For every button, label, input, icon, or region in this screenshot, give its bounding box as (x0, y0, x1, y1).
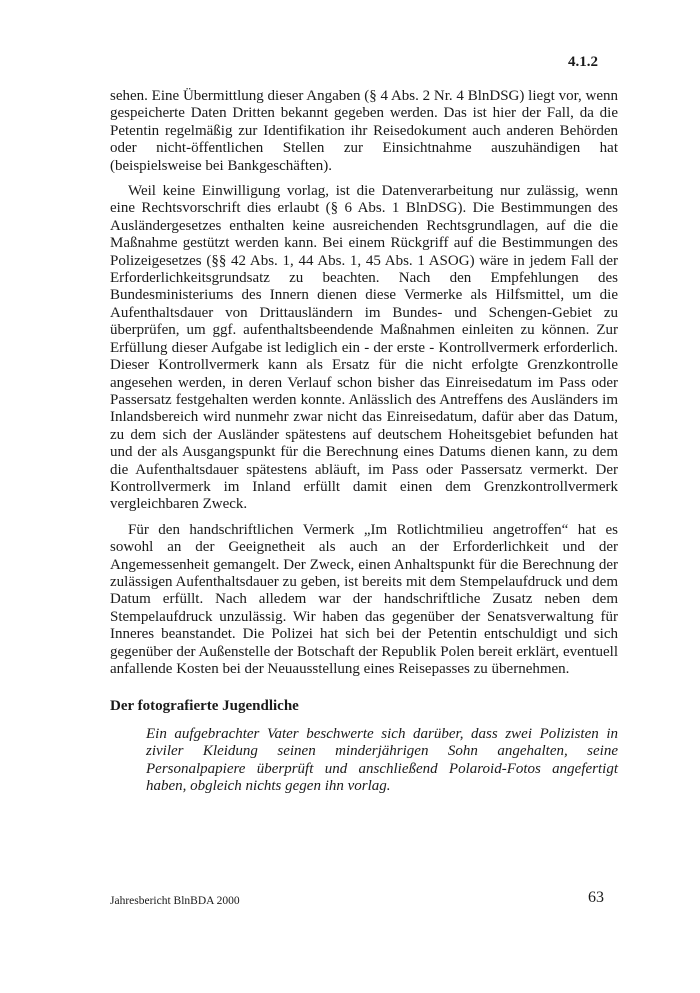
section-heading: Der fotografierte Jugendliche (110, 698, 299, 715)
section-number: 4.1.2 (568, 54, 598, 70)
section-abstract: Ein aufgebrachter Vater beschwerte sich darüber, dass zwei Polizisten in ziviler Kleidung seinen minderjährigen Sohn angehalten, seine Personalpapiere überprüft und anschließend Polaroid-Fotos angefertigt haben, obgleich nichts gegen ihn vorlag. (146, 725, 618, 795)
page-number: 63 (588, 889, 604, 906)
footer-publication: Jahresbericht BlnBDA 2000 (110, 895, 240, 907)
paragraph-handwritten-note: Für den handschriftlichen Vermerk „Im Rotlichtmilieu angetroffen“ hat es sowohl an der Geeignetheit als auch an der Erforderlichkeit und der Angemessenheit gemangelt. Der Zweck, einen Anhaltspunkt für die Berechnung der zulässigen Aufenthaltsdauer zu geben, ist bereits mit dem Stempelaufdruck und dem Datum erfüllt. Nach alledem war der handschriftliche Zusatz neben dem Stempelaufdruck unzulässig. Wir haben das gegenüber der Senatsverwaltung für Inneres beanstandet. Die Polizei hat sich bei der Petentin entschuldigt und sich gegenüber der Außenstelle der Botschaft der Republik Polen bereit erklärt, eventuell anfallende Kosten bei der Neuausstellung eines Reisepasses zu übernehmen. (110, 521, 618, 677)
paragraph-legal-basis: Weil keine Einwilligung vorlag, ist die Datenverarbeitung nur zulässig, wenn eine Rechtsvorschrift dies erlaubt (§ 6 Abs. 1 BlnDSG). Die Bestimmungen des Ausländergesetzes enthalten keine ausreichenden Rechtsgrundlagen, auf die die Maßnahme gestützt werden kann. Bei einem Rückgriff auf die Bestimmungen des Polizeigesetzes (§§ 42 Abs. 1, 44 Abs. 1, 45 Abs. 1 ASOG) wäre in jedem Fall der Erforderlichkeitsgrundsatz zu beachten. Nach den Empfehlungen des Bundesministeriums des Innern dienen diese Vermerke als Hilfsmittel, um die Aufenthaltsdauer von Drittausländern im Bundes- und Schengen-Gebiet zu überprüfen, um ggf. aufenthaltsbeendende Maßnahmen einleiten zu können. Zur Erfüllung dieser Aufgabe ist lediglich ein - der erste - Kontrollvermerk erforderlich. Dieser Kontrollvermerk kann als Ersatz für die nicht erfolgte Grenzkontrolle angesehen werden, in deren Verlauf schon bisher das Einreisedatum im Pass oder Passersatz festgehalten werden konnte. Anlässlich des Antreffens des Ausländers im Inlandsbereich wird nunmehr zwar nicht das Einreisedatum, dafür aber das Datum, zu dem sich der Ausländer spätestens auf deutschem Hoheitsgebiet befunden hat und der als Ausgangspunkt für die Berechnung eines Datums dienen kann, zu dem die Aufenthaltsdauer spätestens abläuft, im Pass oder Passersatz vermerkt. Der Kontrollvermerk im Inland erfüllt damit einen dem Grenzkontrollvermerk vergleichbaren Zweck. (110, 183, 618, 513)
page-body (110, 88, 618, 795)
paragraph-continued: sehen. Eine Übermittlung dieser Angaben (§ 4 Abs. 2 Nr. 4 BlnDSG) liegt vor, wenn gespeicherte Daten Dritten bekannt gegeben werden. Das ist hier der Fall, da die Petentin regelmäßig zur Identifikation ihr Reisedokument auch anderen Behörden oder nicht-öffentlichen Stellen zur Einsichtnahme auszuhändigen hat (beispielsweise bei Bankgeschäften). (110, 88, 618, 174)
